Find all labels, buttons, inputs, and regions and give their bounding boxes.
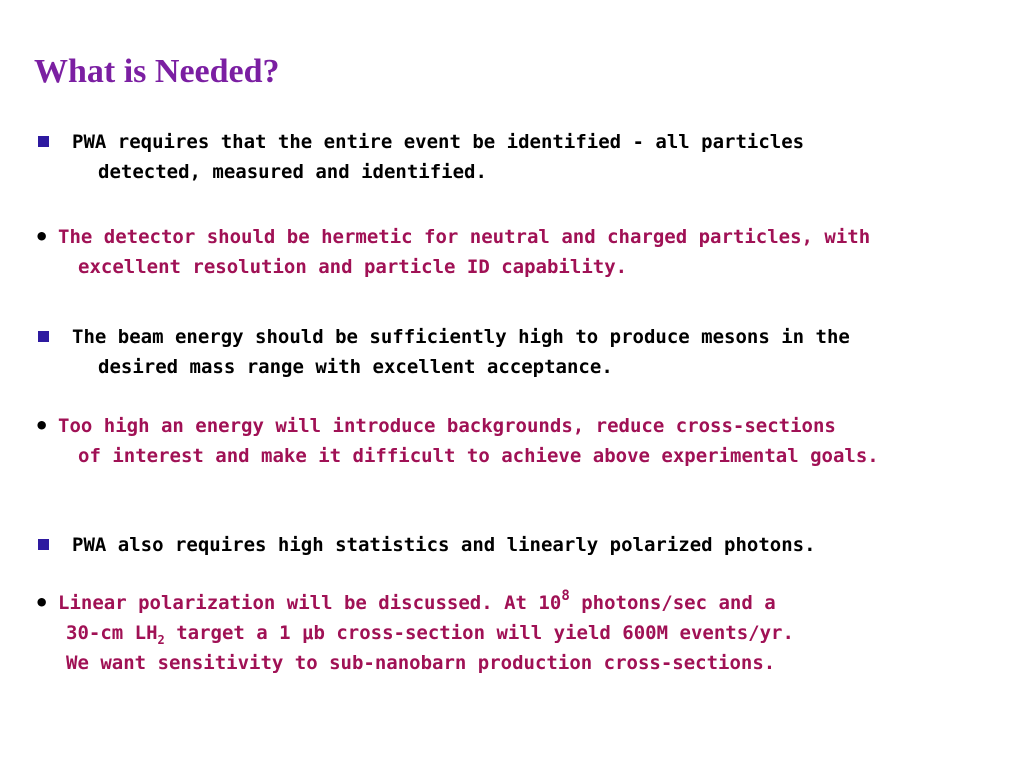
- item-line: excellent resolution and particle ID capability.: [78, 256, 628, 278]
- item-line: Too high an energy will introduce backgrounds, reduce cross-sections: [58, 415, 836, 437]
- bullet-item-beam-energy: [0, 322, 1024, 382]
- round-bullet-icon: •: [34, 589, 50, 617]
- round-bullet-icon: •: [34, 412, 50, 440]
- square-bullet-icon: [38, 331, 49, 342]
- item-line: PWA requires that the entire event be identified - all particles: [72, 131, 805, 153]
- item-line: We want sensitivity to sub-nanobarn production cross-sections.: [66, 652, 776, 674]
- subscript: 2: [157, 632, 165, 647]
- round-bullet-icon: •: [34, 223, 50, 251]
- bullet-item-statistics: [0, 530, 1024, 560]
- item-line: The detector should be hermetic for neutral and charged particles, with: [58, 226, 871, 248]
- bullet-item-detector: [0, 222, 1024, 282]
- item-line: PWA also requires high statistics and linearly polarized photons.: [72, 534, 816, 556]
- item-line: of interest and make it difficult to achieve above experimental goals.: [78, 445, 879, 467]
- item-text: Linear polarization will be discussed. At 10: [58, 592, 562, 614]
- square-bullet-icon: [38, 539, 49, 550]
- item-line: detected, measured and identified.: [98, 161, 487, 183]
- slide-title: What is Needed?: [34, 53, 280, 90]
- item-line: [66, 618, 1024, 648]
- item-text: target a 1 μb cross-section will yield 600M events/yr.: [164, 622, 794, 644]
- exponent: 8: [561, 587, 570, 604]
- bullet-item-linear-polarization: [0, 588, 1024, 678]
- bullet-item-pwa-event: [0, 127, 1024, 187]
- item-text: 30-cm LH: [66, 622, 158, 644]
- item-line: [58, 588, 1024, 618]
- bullet-item-too-high-energy: [0, 411, 1024, 471]
- item-line: The beam energy should be sufficiently high to produce mesons in the: [72, 326, 850, 348]
- square-bullet-icon: [38, 136, 49, 147]
- item-text: photons/sec and a: [569, 592, 776, 614]
- item-line: desired mass range with excellent acceptance.: [98, 356, 613, 378]
